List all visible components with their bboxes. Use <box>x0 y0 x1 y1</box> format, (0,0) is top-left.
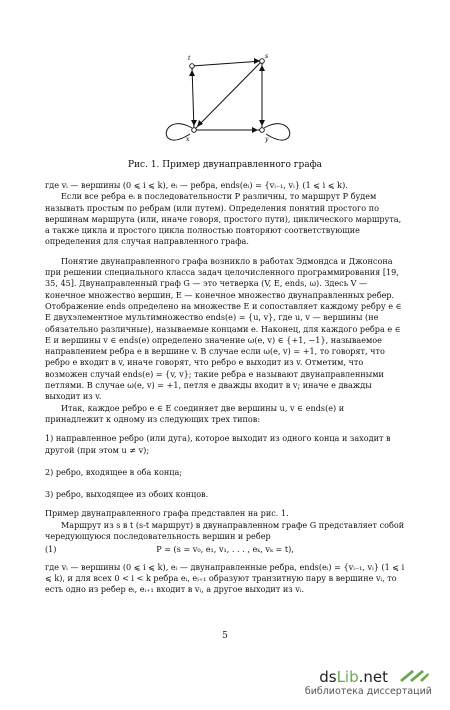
vertex-label-t: t <box>188 55 191 62</box>
vertex-label-x: x <box>186 136 190 143</box>
vertex-label-s: s <box>265 53 269 60</box>
paragraph-transit-pair: где vᵢ — вершины (0 ⩽ i ⩽ k), eᵢ — двунаправленные ребра, ends(eᵢ) = {vᵢ₋₁, vᵢ} (1 ⩽ i ⩽ k), и для всех 0 < i < k ребра eᵢ, eᵢ₊₁ образуют транзитную пару в вершине vᵢ, то есть одно из ребер eᵢ, eᵢ₊₁ входит в vᵢ, а другое выходит из vᵢ. <box>45 561 405 595</box>
vertex-x <box>192 128 197 133</box>
bidirected-graph-figure <box>150 48 300 158</box>
list-item-directed-edge: 1) направленное ребро (или дуга), которое выходит из одного конца и заходит в другой (при этом u ≠ v); <box>45 433 391 455</box>
edge-s-x <box>194 61 262 130</box>
watermark-brand-highlight: Lib <box>336 668 359 686</box>
equation-body: P = (s = v₀, e₁, v₁, . . . , eₖ, vₖ = t), <box>156 544 294 555</box>
arrow-at-x-from-t <box>191 120 197 126</box>
arrow-t-s <box>254 58 260 64</box>
list-item-outgoing-edge: 3) ребро, выходящее из обоих концов. <box>45 489 209 500</box>
equation-number: (1) <box>45 544 57 555</box>
arrow-x-y <box>252 127 258 133</box>
arrow-at-t <box>189 70 195 76</box>
page-number: 5 <box>222 631 228 641</box>
body-text <box>45 180 405 596</box>
vertex-label-y: y <box>265 136 269 143</box>
vertex-y <box>260 128 265 133</box>
paragraph-simple-paths: Если все ребра eᵢ в последовательности P различны, то маршрут P будем называть простым по ребрам (или путем). Определения понятий простого по вершинам маршрута (или, иначе говоря, простого пути), циклического маршрута, а также цикла и простого цикла полностью повторяют соответствующие определения для случая направленного графа. <box>45 191 402 247</box>
paragraph-example-ref: Пример двунаправленного графа представлен на рис. 1. <box>45 508 289 519</box>
watermark-logo[interactable] <box>319 668 388 686</box>
arrow-at-x-from-s <box>197 120 203 127</box>
equation-1 <box>45 544 405 555</box>
watermark-brand-suffix: .net <box>358 668 388 686</box>
paragraph-route-definition: где vᵢ — вершины (0 ⩽ i ⩽ k), eᵢ — ребра, ends(eᵢ) = {vᵢ₋₁, vᵢ} (1 ⩽ i ⩽ k). <box>45 180 348 190</box>
arrow-at-s <box>259 65 265 71</box>
figure-caption: Рис. 1. Пример двунаправленного графа <box>128 160 322 170</box>
paragraph-route-bidirected: Маршрут из s в t (s-t маршрут) в двунаправленном графе G представляет собой чередующуюся последовательность вершин и ребер <box>45 519 405 542</box>
vertex-s <box>260 59 265 64</box>
watermark-subtitle: библиотека диссертаций <box>304 686 432 697</box>
watermark-brand-prefix: ds <box>319 668 337 686</box>
dslib-book-icon <box>398 666 430 684</box>
paragraph-bidirected-definition: Понятие двунаправленного графа возникло в работах Эдмондса и Джонсона при решении специального класса задач целочисленного программирования [19, 35, 45]. Двунаправленный граф G — это четверка (V, E, ends, ω). Здесь V — конечное множество вершин, E — конечное множество двунаправленных ребер. Отображение ends определено на множестве E и сопоставляет каждому ребру e ∈ E двухэлементное мультимножество ends(e) = {u, v}, где u, v — вершины (не обязательно различные), называемые концами e. Наконец, для каждого ребра e ∈ E и вершины v ∈ ends(e) определено значение ω(e, v) ∈ {+1, −1}, называемое направлением ребра e в вершине v. В случае если ω(e, v) = +1, то говорят, что ребро e входит в v, иначе говорят, что ребро e выходит из v. Отметим, что возможен случай ends(e) = {v, v}; такие ребра e называют двунаправленными петлями. В случае ω(e, v) = +1, петля e дважды входит в v; иначе e дважды выходит из v. <box>45 255 402 402</box>
vertex-t <box>190 64 195 69</box>
list-item-incoming-edge: 2) ребро, входящее в оба конца; <box>45 466 183 477</box>
edge-t-s <box>192 61 262 66</box>
paragraph-edge-types-intro: Итак, каждое ребро e ∈ E соединяет две вершины u, v ∈ ends(e) и принадлежит к одному из следующих трех типов: <box>45 402 345 424</box>
arrow-at-y-from-s <box>259 120 265 126</box>
